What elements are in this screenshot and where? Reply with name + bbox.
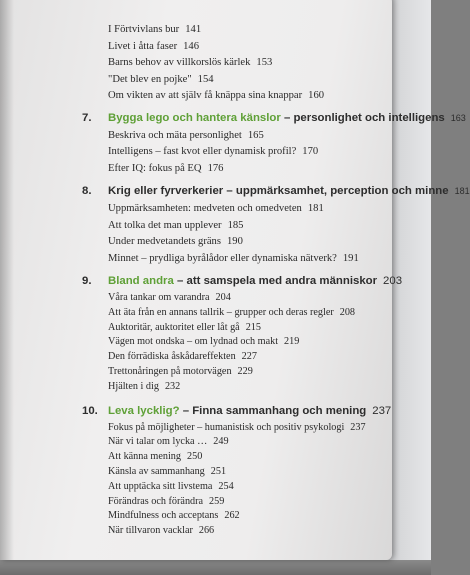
entry-title: Förändras och förändra [108, 495, 204, 507]
entry-title: Trettonåringen på motorvägen [108, 365, 232, 377]
chapter-heading [82, 274, 403, 289]
toc-entry [108, 251, 388, 268]
chapter-page: 203 [383, 275, 403, 287]
toc-entry [108, 321, 388, 336]
entry-title: Att tolka det man upplever [108, 219, 222, 231]
entry-title: Auktoritär, auktoritet eller låt gå [108, 321, 240, 333]
entry-title: "Det blev en pojke" [108, 73, 192, 85]
entry-page: 227 [241, 351, 257, 363]
toc-entry [108, 161, 388, 178]
entry-title: Efter IQ: fokus på EQ [108, 162, 202, 174]
entry-page: 185 [227, 219, 244, 231]
entry-page: 259 [209, 495, 225, 507]
entry-page: 153 [256, 57, 273, 68]
entry-page: 141 [185, 24, 202, 35]
entry-title: Hjälten i dig [108, 380, 159, 392]
toc-entry [108, 201, 388, 218]
toc-entry [108, 291, 388, 306]
toc-entry [108, 335, 388, 350]
entry-title: Om vikten av att själv få knäppa sina knappar [108, 90, 303, 101]
toc-entry [108, 524, 388, 539]
entry-title: När vi talar om lycka … [108, 436, 208, 448]
toc-entry [108, 450, 388, 465]
toc-entry [108, 55, 388, 72]
entry-title: Den förrädiska åskådareffekten [108, 351, 236, 363]
toc-entry [108, 72, 388, 89]
entry-title: Minnet – prydliga byrålådor eller dynamiska nätverk? [108, 252, 337, 264]
toc-entry [108, 88, 388, 105]
entry-page: 146 [183, 40, 200, 52]
entry-page: 204 [215, 292, 231, 303]
toc-entry [108, 234, 388, 251]
entry-title: När tillvaron vacklar [108, 525, 193, 537]
entry-title: Känsla av sammanhang [108, 465, 205, 477]
chapter-title: Krig eller fyrverkerier – uppmärksamhet, perception och minne [108, 185, 449, 197]
table-of-contents [82, 22, 470, 539]
entry-page: 266 [198, 525, 215, 537]
toc-entry [108, 380, 388, 395]
chapter-title-accent: Bygga lego och hantera känslor [108, 111, 281, 124]
toc-entry [108, 435, 388, 450]
toc-entry [108, 306, 388, 321]
toc-entry [108, 365, 388, 380]
entry-title: Vägen mot ondska – om lydnad och makt [108, 336, 279, 348]
toc-entry [108, 421, 388, 436]
entry-page: 181 [307, 203, 324, 214]
toc-entry [108, 144, 388, 161]
toc-entry [108, 480, 388, 495]
entry-title: Uppmärksamheten: medveten och omedveten [108, 203, 302, 214]
chapter-title-accent: Bland andra [108, 275, 174, 287]
entry-title: Att känna mening [108, 451, 181, 463]
entry-page: 191 [342, 252, 359, 264]
chapter-heading [82, 111, 466, 126]
chapter-number: 7. [82, 111, 92, 124]
entry-title: I Förtvivlans bur [108, 24, 180, 35]
entry-page: 190 [226, 236, 243, 247]
entry-title: Beskriva och mäta personlighet [108, 129, 242, 141]
toc-entry [108, 128, 388, 145]
entry-page: 208 [339, 306, 356, 318]
toc-entry [108, 509, 388, 524]
toc-entry [108, 465, 388, 480]
chapter-title-accent: Leva lycklig? [108, 404, 180, 417]
background-edge [0, 560, 431, 575]
chapter-title: – att samspela med andra människor [173, 275, 378, 287]
chapter-title: – personlighet och intelligens [280, 111, 445, 124]
chapter-heading [82, 184, 470, 199]
entry-page: 170 [302, 146, 319, 157]
entry-page: 165 [247, 129, 264, 141]
toc-entry [108, 350, 388, 365]
entry-title: Under medvetandets gräns [108, 236, 221, 247]
entry-title: Livet i åtta faser [108, 40, 178, 52]
toc-entry [108, 39, 388, 56]
entry-page: 229 [237, 365, 253, 377]
entry-page: 215 [245, 321, 261, 333]
entry-page: 176 [207, 162, 224, 174]
entry-page: 154 [197, 73, 214, 85]
toc-entry [108, 218, 388, 235]
entry-title: Att upptäcka sitt livstema [108, 480, 213, 492]
entry-page: 237 [350, 421, 366, 433]
entry-page: 232 [164, 380, 181, 392]
entry-page: 251 [210, 465, 227, 477]
chapter-number: 8. [82, 185, 92, 197]
chapter-page: 181 [454, 186, 470, 196]
chapter-heading [82, 404, 392, 419]
chapter-title: – Finna sammanhang och mening [179, 404, 367, 417]
entry-page: 219 [284, 336, 300, 348]
toc-entry [108, 495, 388, 510]
entry-title: Fokus på möjligheter – humanistisk och positiv psykologi [108, 421, 345, 433]
chapter-number: 10. [82, 404, 98, 417]
entry-title: Mindfulness och acceptans [108, 510, 219, 522]
entry-page: 262 [224, 510, 240, 522]
chapter-number: 9. [82, 275, 92, 287]
entry-page: 249 [213, 436, 229, 448]
entry-title: Barns behov av villkorslös kärlek [108, 57, 251, 68]
entry-title: Våra tankar om varandra [108, 292, 210, 303]
entry-page: 160 [308, 90, 325, 101]
entry-page: 250 [187, 451, 203, 463]
entry-title: Att äta från en annans tallrik – grupper och deras regler [108, 306, 334, 318]
toc-entry [108, 22, 388, 39]
page-gutter-shadow [0, 0, 14, 560]
entry-title: Intelligens – fast kvot eller dynamisk profil? [108, 146, 297, 157]
entry-page: 254 [218, 480, 234, 492]
chapter-page: 163 [450, 112, 466, 123]
chapter-page: 237 [372, 404, 392, 417]
